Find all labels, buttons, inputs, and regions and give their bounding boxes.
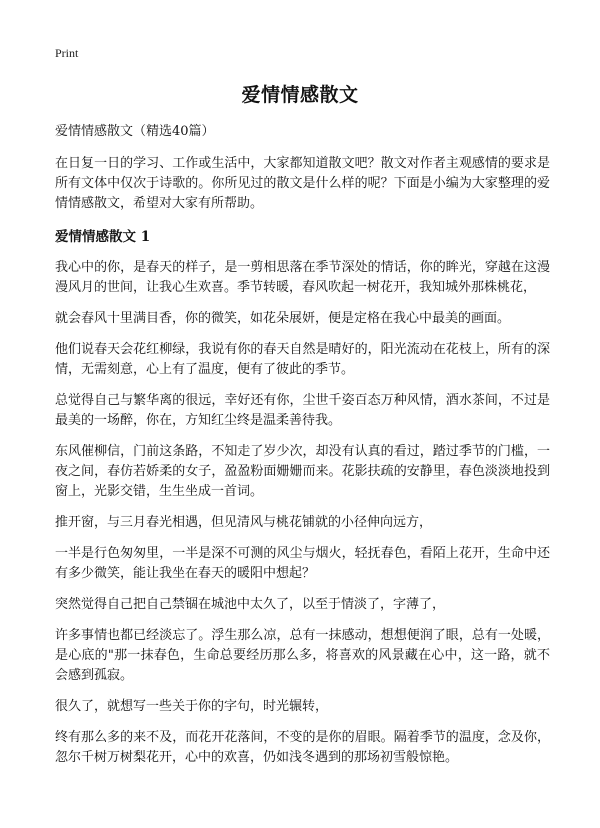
paragraph: 一半是行色匆匆里，一半是深不可测的风尘与烟火，轻抚春色，看陌上花开，生命中还有多少微笑，能让我坐在春天的暖阳中想起？	[55, 546, 550, 581]
paragraph: 许多事情也都已经淡忘了。浮生那么凉，总有一抹感动，想想便润了眼，总有一处暖，是心底的"那一抹春色，生命总要经历那么多，将喜欢的风景藏在心中，这一路，就不会感到孤寂。	[55, 628, 550, 683]
paragraph: 推开窗，与三月春光相遇，但见清风与桃花铺就的小径伸向远方，	[55, 515, 433, 530]
section-heading: 爱情情感散文 1	[55, 229, 151, 245]
paragraph: 突然觉得自己把自己禁锢在城池中太久了，以至于情淡了，字薄了，	[55, 597, 446, 612]
page-title: 爱情情感散文	[241, 84, 359, 106]
intro-paragraph: 在日复一日的学习、工作或生活中，大家都知道散文吧？散文对作者主观感情的要求是所有文体中仅次于诗歌的。你所见过的散文是什么样的呢？下面是小编为大家整理的爱情情感散文，希望对大家有所帮助。	[55, 156, 550, 211]
paragraph: 很久了，就想写一些关于你的字句，时光辗转，	[55, 699, 329, 714]
paragraph: 就会春风十里满目香，你的微笑，如花朵展妍，便是定格在我心中最美的画面。	[55, 311, 511, 326]
paragraph: 总觉得自己与繁华离的很远，幸好还有你，尘世千姿百态万种风情，酒水茶间，不过是最美的一场醉，你在，方知红尘终是温柔善待我。	[55, 393, 550, 428]
paragraph: 东风催柳信，门前这条路，不知走了岁少次，却没有认真的看过，踏过季节的门槛，一夜之间，春仿若娇柔的女子，盈盈粉面姗姗而来。花影扶疏的安静里，春色淡淡地投到窗上，光影交错，生生坐成一首词。	[55, 444, 550, 499]
article-subtitle: 爱情情感散文（精选40篇）	[55, 124, 215, 139]
paragraph: 他们说春天会花红柳绿，我说有你的春天自然是晴好的，阳光流动在花枝上，所有的深情，无需刻意，心上有了温度，便有了彼此的季节。	[55, 342, 550, 377]
print-link[interactable]: Print	[55, 46, 79, 60]
paragraph: 我心中的你，是春天的样子，是一剪相思落在季节深处的情话，你的眸光，穿越在这漫漫风月的世间，让我心生欢喜。季节转暖，春风吹起一树花开，我知城外那株桃花，	[55, 260, 550, 295]
article-body	[55, 122, 550, 779]
paragraph: 终有那么多的来不及，而花开花落间，不变的是你的眉眼。隔着季节的温度，念及你，忽尔千树万树梨花开，心中的欢喜，仍如浅冬遇到的那场初雪般惊艳。	[55, 730, 550, 765]
